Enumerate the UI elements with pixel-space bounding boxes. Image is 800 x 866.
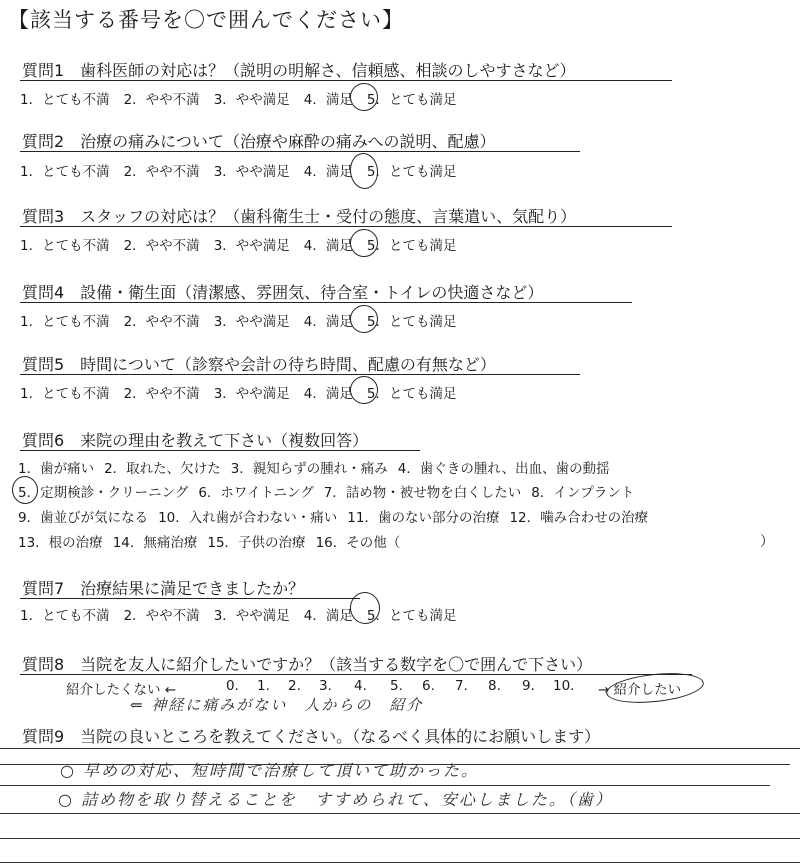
reason-option[interactable]: 2．取れた、欠けた bbox=[104, 461, 221, 477]
scale-9[interactable]: 9. bbox=[522, 678, 535, 694]
question-title: 質問4 設備・衛生面（清潔感、雰囲気、待合室・トイレの快適さなど） bbox=[22, 283, 544, 302]
answer-rule bbox=[0, 813, 800, 814]
option-4[interactable]: 4．満足 bbox=[303, 238, 353, 254]
handwritten-answer: ○ 早めの対応、短時間で治療して頂いて助かった。 bbox=[60, 761, 480, 780]
scale-3[interactable]: 3. bbox=[319, 678, 332, 694]
title-underline bbox=[20, 674, 692, 675]
reason-option[interactable]: 14．無痛治療 bbox=[112, 535, 198, 551]
answer-rule bbox=[0, 785, 770, 786]
rating-options bbox=[20, 88, 470, 108]
option-1[interactable]: 1．とても不満 bbox=[20, 314, 110, 330]
reason-option[interactable]: 5．定期検診・クリーニング bbox=[18, 485, 189, 501]
option-3[interactable]: 3．やや満足 bbox=[213, 238, 290, 254]
reason-row bbox=[18, 457, 620, 477]
survey-heading: 【該当する番号を〇で囲んでください】 bbox=[8, 8, 404, 32]
reason-option[interactable]: 12．噛み合わせの治療 bbox=[509, 510, 649, 526]
rating-options bbox=[20, 382, 470, 402]
reason-option[interactable]: 9．歯並びが気になる bbox=[18, 510, 149, 526]
answer-rule bbox=[0, 838, 800, 839]
title-underline bbox=[20, 374, 580, 375]
option-4[interactable]: 4．満足 bbox=[303, 92, 353, 108]
option-5[interactable]: 5．とても満足 bbox=[366, 608, 457, 624]
reason-row bbox=[18, 481, 644, 501]
option-4[interactable]: 4．満足 bbox=[303, 314, 353, 330]
option-5[interactable]: 5．とても満足 bbox=[366, 92, 457, 108]
reason-option[interactable]: 10．入れ歯が合わない・痛い bbox=[158, 510, 338, 526]
reason-option[interactable]: 16．その他（ bbox=[315, 535, 401, 551]
question-title: 質問5 時間について（診察や会計の待ち時間、配慮の有無など） bbox=[22, 355, 496, 374]
option-2[interactable]: 2．やや不満 bbox=[123, 386, 200, 402]
reason-option[interactable]: 13．根の治療 bbox=[18, 535, 103, 551]
reason-option[interactable]: 4．歯ぐきの腫れ、出血、歯の動揺 bbox=[397, 461, 610, 477]
rating-options bbox=[20, 234, 470, 254]
option-2[interactable]: 2．やや不満 bbox=[123, 238, 200, 254]
reason-row bbox=[18, 531, 410, 551]
option-1[interactable]: 1．とても不満 bbox=[20, 238, 110, 254]
rating-options bbox=[20, 604, 470, 624]
title-underline bbox=[20, 302, 632, 303]
reason-option[interactable]: 3．親知らずの腫れ・痛み bbox=[230, 461, 388, 477]
option-3[interactable]: 3．やや満足 bbox=[213, 314, 290, 330]
option-4[interactable]: 4．満足 bbox=[303, 164, 353, 180]
question-title: 質問1 歯科医師の対応は？（説明の明解さ、信頼感、相談のしやすさなど） bbox=[22, 61, 576, 80]
question-title: 質問2 治療の痛みについて（治療や麻酔の痛みへの説明、配慮） bbox=[22, 132, 496, 151]
option-5[interactable]: 5．とても満足 bbox=[366, 164, 457, 180]
option-2[interactable]: 2．やや不満 bbox=[123, 314, 200, 330]
option-3[interactable]: 3．やや満足 bbox=[213, 164, 290, 180]
option-2[interactable]: 2．やや不満 bbox=[123, 92, 200, 108]
option-1[interactable]: 1．とても不満 bbox=[20, 386, 110, 402]
handwritten-answer: ○ 詰め物を取り替えることを すすめられて、安心しました。（歯） bbox=[58, 790, 613, 809]
option-5[interactable]: 5．とても満足 bbox=[366, 238, 457, 254]
scale-7[interactable]: 7. bbox=[455, 678, 468, 694]
reason-option[interactable]: 11．歯のない部分の治療 bbox=[347, 510, 500, 526]
scale-0[interactable]: 0. bbox=[226, 678, 239, 694]
option-2[interactable]: 2．やや不満 bbox=[123, 608, 200, 624]
title-underline bbox=[20, 598, 360, 599]
title-underline bbox=[20, 151, 580, 152]
option-4[interactable]: 4．満足 bbox=[303, 386, 353, 402]
option-3[interactable]: 3．やや満足 bbox=[213, 386, 290, 402]
scale-6[interactable]: 6. bbox=[422, 678, 435, 694]
question-title: 質問3 スタッフの対応は？（歯科衛生士・受付の態度、言葉遣い、気配り） bbox=[22, 207, 577, 226]
scale-5[interactable]: 5. bbox=[390, 678, 403, 694]
title-underline bbox=[20, 226, 672, 227]
question-title: 質問7 治療結果に満足できましたか？ bbox=[22, 579, 305, 598]
option-1[interactable]: 1．とても不満 bbox=[20, 164, 110, 180]
option-1[interactable]: 1．とても不満 bbox=[20, 608, 110, 624]
scale-1[interactable]: 1. bbox=[257, 678, 270, 694]
scale-10[interactable]: 10. bbox=[553, 678, 575, 694]
option-2[interactable]: 2．やや不満 bbox=[123, 164, 200, 180]
answer-rule bbox=[0, 862, 800, 863]
other-close-bracket: ） bbox=[760, 534, 774, 550]
title-underline bbox=[20, 80, 672, 81]
reason-option[interactable]: 7．詰め物・被せ物を白くしたい bbox=[323, 485, 522, 501]
reason-option[interactable]: 8．インプラント bbox=[531, 485, 635, 501]
question-title: 質問9 当院の良いところを教えてください。（なるべく具体的にお願いします） bbox=[22, 727, 601, 746]
scale-right-label: → 紹介したい bbox=[598, 682, 682, 698]
option-5[interactable]: 5．とても満足 bbox=[366, 386, 457, 402]
question-title: 質問8 当院を友人に紹介したいですか？（該当する数字を〇で囲んで下さい） bbox=[22, 655, 593, 674]
rating-options bbox=[20, 310, 470, 330]
title-underline bbox=[20, 450, 420, 451]
reason-option[interactable]: 1．歯が痛い bbox=[18, 461, 95, 477]
reason-option[interactable]: 6．ホワイトニング bbox=[198, 485, 314, 501]
reason-row bbox=[18, 506, 658, 526]
scale-2[interactable]: 2. bbox=[288, 678, 301, 694]
option-4[interactable]: 4．満足 bbox=[303, 608, 353, 624]
rating-options bbox=[20, 160, 470, 180]
answer-rule bbox=[0, 748, 800, 749]
scale-8[interactable]: 8. bbox=[488, 678, 501, 694]
handwritten-note: ⇐ 神経に痛みがない 人からの 紹介 bbox=[130, 696, 424, 714]
option-3[interactable]: 3．やや満足 bbox=[213, 608, 290, 624]
question-title: 質問6 来院の理由を教えて下さい（複数回答） bbox=[22, 431, 369, 450]
option-5[interactable]: 5．とても満足 bbox=[366, 314, 457, 330]
scale-4[interactable]: 4. bbox=[354, 678, 367, 694]
option-1[interactable]: 1．とても不満 bbox=[20, 92, 110, 108]
scale-left-label: 紹介したくない ← bbox=[66, 682, 177, 698]
option-3[interactable]: 3．やや満足 bbox=[213, 92, 290, 108]
reason-option[interactable]: 15．子供の治療 bbox=[207, 535, 306, 551]
